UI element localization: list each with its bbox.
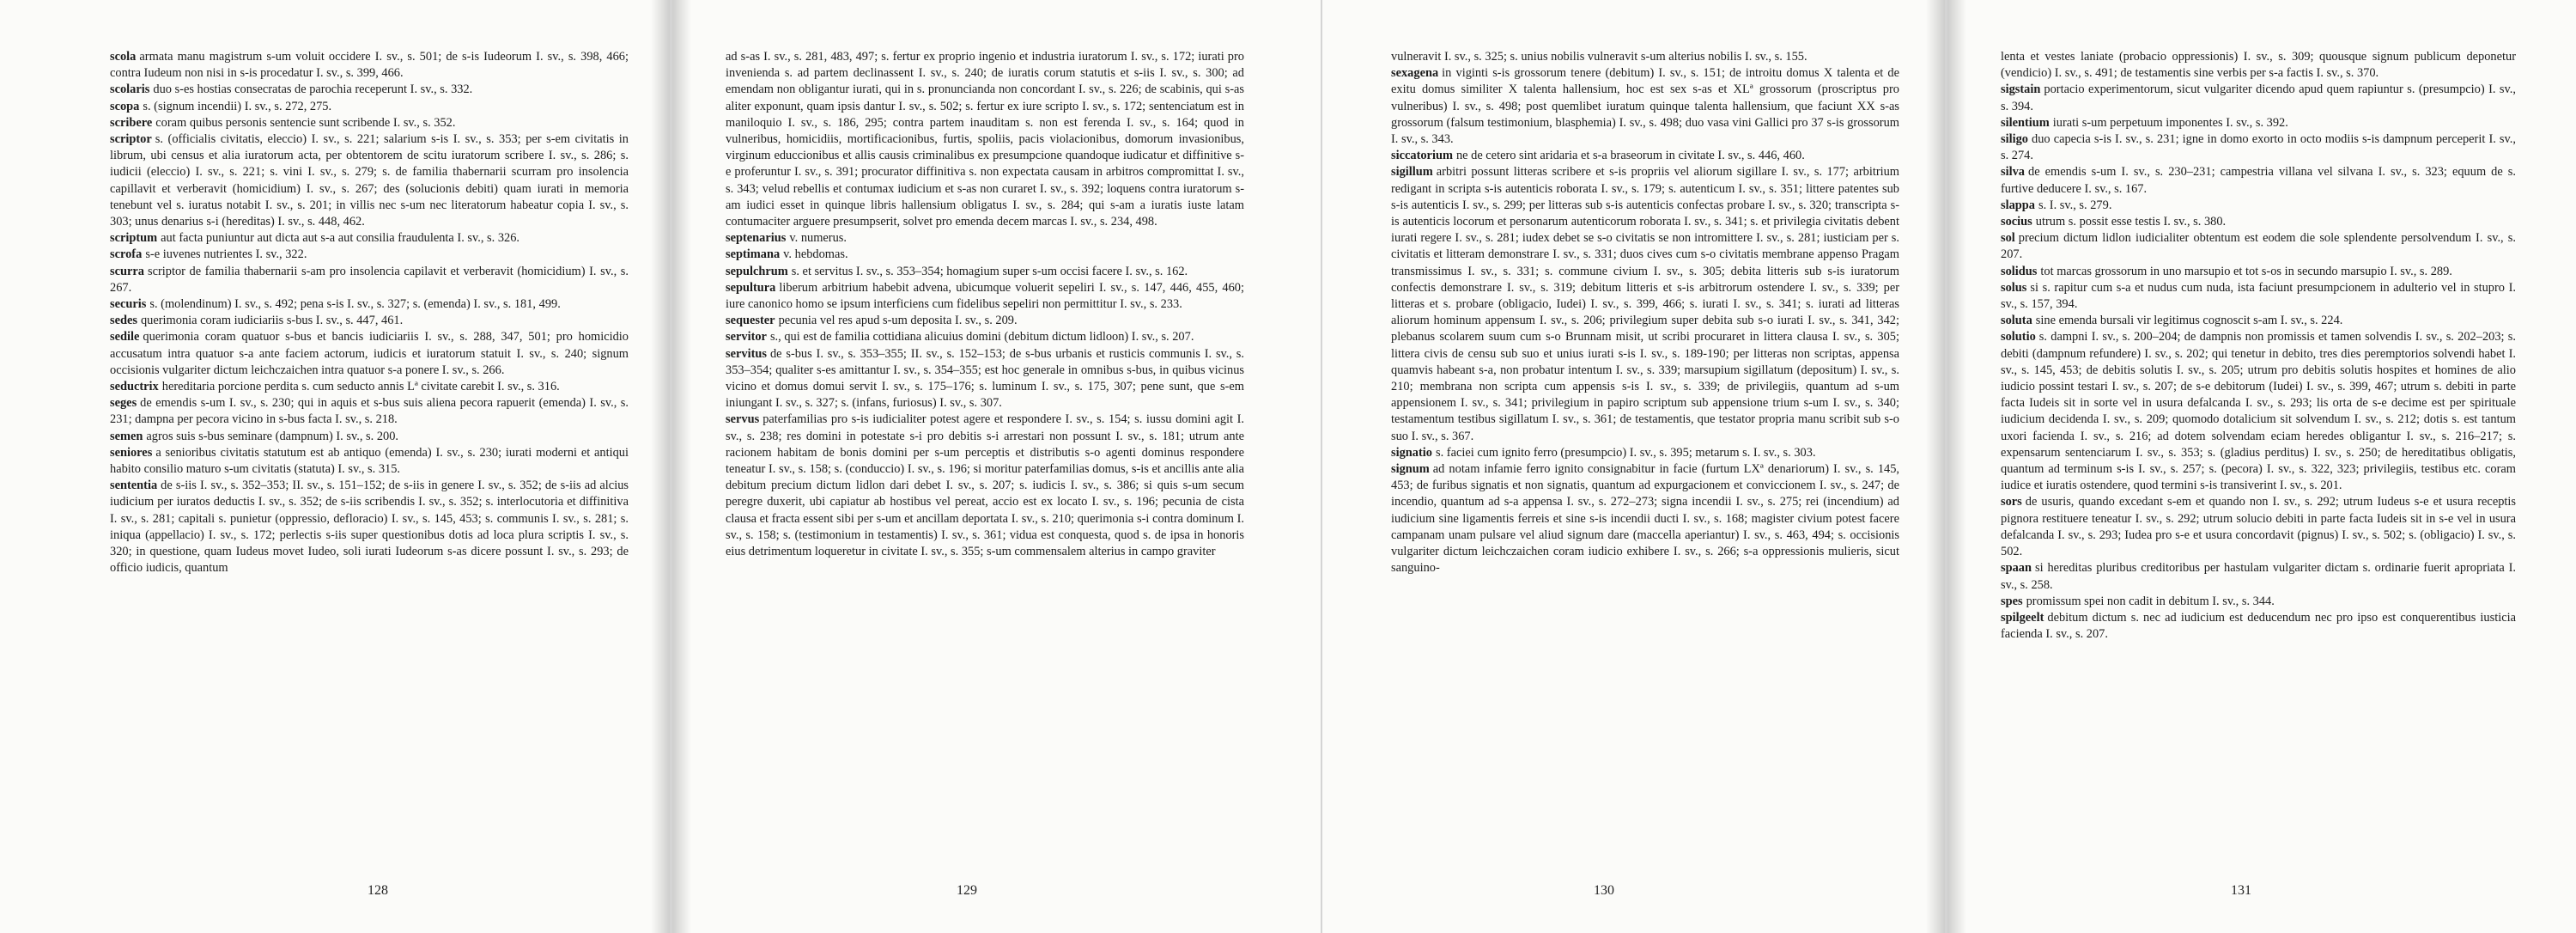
index-entry [110,247,629,263]
index-entry [726,49,1244,230]
gutter-shadow [1947,0,1966,933]
index-entry [110,264,629,296]
index-entry [110,99,629,115]
entry-text: lenta et vestes laniate (probacio oppressionis) I. sv., s. 309; quousque signum publicum deponetur (vendicio) I. sv., s. 491; de testamentis sine verbis per s-a factis I. sv., s. 370. [2001,50,2516,81]
entry-text: v. hebdomas. [783,247,848,262]
index-entry [2001,329,2516,494]
entry-headword: sigillum [1391,165,1433,180]
index-entry [2001,164,2516,197]
index-entry [110,230,629,247]
entry-text: s. (officialis civitatis, eleccio) I. sv., s. 221; salarium s-is I. sv., s. 353; per s-em civitatis in librum, ubi census et alia iuratorum acta, per obtentorem de scitu iuratorum scribere I. sv., s. 286; s. iudicii (eleccio) I. sv., s. 221; s. vini I. sv., s. 279; s. de familia thabernarii scurram pro insolencia capillavit et verberavit (homicidium) I. sv., s. 267; des (solucionis debiti) quam iurati in memoria tenebunt vel s. iuratus notabit I. sv., s. 201; in villis nec s-um nec literatorum habeatur copia I. sv., s. 303; unus denarius s-i (hereditas) I. sv., s. 448, 462. [110,132,629,229]
entry-headword: septimana [726,247,781,262]
entry-text: pecunia vel res apud s-um deposita I. sv., s. 209. [778,314,1018,328]
entry-text: hereditaria porcione perdita s. cum seducto annis Lª civitate carebit I. sv., s. 316. [161,380,560,394]
entry-headword: scriptor [110,132,152,147]
entry-text: s. faciei cum ignito ferro (presumpcio) I. sv., s. 395; metarum s. I. sv., s. 303. [1435,445,1816,460]
entry-headword: scolaris [110,82,150,97]
page-131 [1947,0,2576,933]
entry-text: paterfamilias pro s-is iudicialiter potest agere et respondere I. sv., s. 154; s. iussu domini agit I. sv., s. 238; res domini in potestate s-i pro debitis s-i arrestari non possunt I. sv., s. 181; utrum ante racionem habitam de bonis domini per s-um perceptis et distributis s-o agenti dominus respondere teneatur I. sv., s. 158; s. (conduccio) I. sv., s. 196; si moritur paterfamilias domus, s-is et ancillis ante alia debitum precium dictum lidlon dari debet I. sv., s. 207; s. iudicis I. sv., s. 386; si quis s-um secum peregre duxerit, ubi capiatur ab hostibus vel pereat, accio est ex locato I. sv., s. 196; pecunia de cista clausa et fracta essent sibi per s-um et ancillam deportata I. sv., s. 210; querimonia s-i contra dominum I. sv., s. 158; s. (testimonium in testamentis) I. sv., s. 361; vidua est conquesta, quod s. de ipsa in honoris eius detrimentum loqueretur in civitate I. sv., s. 355; s-um commensalem alterius in campo graviter [726,412,1244,559]
entry-headword: spes [2001,594,2023,608]
entry-headword: sigstain [2001,82,2041,97]
index-entry [2001,313,2516,329]
page-number: 130 [1594,883,1614,898]
gutter-shadow [651,0,670,933]
entry-headword: sepultura [726,280,776,295]
entry-text: querimonia coram iudiciariis s-bus I. sv., s. 447, 461. [140,314,404,328]
entry-headword: scribere [110,115,153,130]
entry-text: arbitri possunt litteras scribere et s-is propriis vel aliorum sigillare I. sv., s. 177; arbitrium redigant in scripta s-is autenticis roborata I. sv., s. 179; s. autenticum I. sv., s. 351; littere patentes sub s-is autenticis I. sv., s. 299; per litteras sub s-is autenticis confectas probare I. sv., s. 320; transcripta s-is autenticis locorum et personarum autenticorum roborata I. sv., s. 341; s. et privilegia civitatis debent iurati regere I. sv., s. 281; iudex debet se s-o civitatis se non intromittere I. sv., s. 281; iusticiam per s. civitatis et litteram demonstrare I. sv., s. 331; duos cives cum s-o civitatis membrane appenso Pragam transmissimus I. sv., s. 331; s. commune civium I. sv., s. 305; debita litteris sub s-is iuratorum confectis demonstrare I. sv., s. 319; debitum litteris et s-is arbitrorum ostendere I. sv., s. 339; per litteras et s. probare (obligacio, Iudei) I. sv., s. 399, 466; s. iurati I. sv., s. 341; s. iurati ad litteras aliorum hominum appensum I. sv., s. 206; privilegium super debita sub s-o iurati I. sv., s. 341, 342; plebanus scolarem suum cum s-o Brunnam misit, ut scribi procuraret in littera clausa I. sv., s. 305; littera civis de censu sub suo et unius iurati s-is I. sv., s. 189-190; per litteras non scriptas, appensa quamvis habeant s-a, non probatur intentum I. sv., s. 339; marsupium sigillatum (depositum) I. sv., s. 210; membrana non scripta cum appensis s-is I. sv., s. 339; de privilegiis, quantum ad s-um appensionem I. sv., s. 341; privilegium in papiro scriptum sub appensione trium s-um I. sv., s. 340; testamentum testibus sigillatum I. sv., s. 361; de testamentis, que testator propria manu scribit sub s-o suo I. sv., s. 367. [1391,165,1899,443]
page-number: 129 [957,883,977,898]
entry-text: in viginti s-is grossorum tenere (debitum) I. sv., s. 151; de introitu domus X talenta et de exitu domus similiter X talenta hallensium, hoc est sex s-as et XLª grossorum (proscriptus pro vulneribus) I. sv., s. 498; post quemlibet iuratum quinque talenta hallensium, que faciunt XX s-as grossorum (falsum testimonium, blasphemia) I. sv., s. 498; duo vasa vini Gallici pro 37 s-is grossorum I. sv., s. 343. [1391,66,1899,147]
entry-headword: sedile [110,330,140,345]
index-entry [726,412,1244,560]
page-number: 128 [368,883,388,898]
index-entry [110,329,629,379]
entry-headword: spilgeelt [2001,610,2044,625]
entry-headword: sequester [726,314,775,328]
entry-headword: servitor [726,330,767,345]
entry-text: s. et servitus I. sv., s. 353–354; homagium super s-um occisi facere I. sv., s. 162. [791,264,1188,278]
index-entry [110,445,629,478]
index-entry [1391,445,1899,461]
index-entry [2001,115,2516,131]
index-entry [110,82,629,98]
entry-text: si hereditas pluribus creditoribus per hastulam vulgariter dictam s. ordinarie fuerit apropriata I. sv., s. 258. [2001,561,2516,592]
entry-headword: signatio [1391,445,1432,460]
page-text [726,49,1244,560]
entry-text: coram quibus personis sentencie sunt scribende I. sv., s. 352. [155,115,456,130]
entry-headword: sententia [110,479,158,493]
entry-headword: scola [110,50,137,64]
entry-headword: solutio [2001,330,2036,345]
index-entry [2001,494,2516,560]
entry-headword: sors [2001,495,2022,509]
entry-text: utrum s. possit esse testis I. sv., s. 380. [2035,215,2227,229]
gutter-shadow [1926,0,1945,933]
entry-text: v. numerus. [789,231,847,246]
entry-text: a senioribus civitatis statutum est ab antiquo (emenda) I. sv., s. 230; iurati moderni et antiqui habito consilio maturo s-um civitatis (statuta) I. sv., s. 315. [110,445,629,477]
entry-headword: scurra [110,264,144,278]
index-entry [110,296,629,313]
entry-text: de s-iis I. sv., s. 352–353; II. sv., s. 151–152; de s-iis in genere I. sv., s. 352; de s-iis ad alcius iudicium per iuratos deductis I. sv., s. 352; de s-iis scribendis I. sv., s. 352; s. interlocutoria et diffinitiva I. sv., s. 281; capitali s. punietur (oppressio, defloracio) I. sv., s. 145, 453; s. communis I. sv., s. 281; s. iniqua (appellacio) I. sv., s. 172; perlectis s-iis super questionibus dotis ad loca plura scriptis I. sv., s. 320; in questione, quam Iudeus movet Iudeo, soli iurati Iudeorum s-as dicere possunt I. sv., s. 293; de officio iudicis, quantum [110,479,629,576]
entry-headword: seductrix [110,380,159,394]
entry-text: tot marcas grossorum in uno marsupio et tot s-os in secundo marsupio I. sv., s. 289. [2040,264,2452,278]
entry-text: ne de cetero sint aridaria et s-a braseorum in civitate I. sv., s. 446, 460. [1455,149,1805,163]
index-entry [726,247,1244,263]
entry-headword: solus [2001,280,2027,295]
entry-text: s-e iuvenes nutrientes I. sv., 322. [145,247,307,262]
index-entry [2001,230,2516,263]
entry-headword: servitus [726,346,767,361]
entry-headword: septenarius [726,231,787,246]
entry-text: ad s-as I. sv., s. 281, 483, 497; s. fertur ex proprio ingenio et industria iuratorum I. sv., s. 172; iurati pro invenienda s. ad partem declinassent I. sv., s. 240; de iuratis corum statutis et s-iis I. sv., s. 300; ad emendam non obligantur iurati, qui in s. pronunciandа non concordant I. sv., s. 226; de scabinis, qui s-as aliter exponunt, quam ipsis dantur I. sv., s. 502; s. fertur ex iure scripto I. sv., s. 172; sentenciatum est in maniloquio I. sv., s. 186, 295; contra partem inauditam s. non est ferenda I. sv., s. 164; quod in vulneribus, homicidiis, mortificacionibus, furtis, spoliis, pacis violacionibus, domorum invasionibus, virginum educcionibus et allis causis criminalibus ex presumpcione quandoque iudicatur et diffinitive s-e proferuntur I. sv., s. 391; procurator diffinitiva s. non expectata causam in arbitros compromittat I. sv., s. 343; velud rebellis et contumax iudicium et s-as non curaret I. sv., s. 392; loquens contra iuratorum s-am iudici esset in quinque libris hallensium obligatus I. sv., s. 284; qui s-am a iuratis iuste latam contumaciter arguere presumpserit, solvet pro emenda decem marcas I. sv., s. 234, 498. [726,50,1244,229]
index-entry [2001,594,2516,610]
entry-headword: spaan [2001,561,2032,576]
entry-headword: siccatorium [1391,149,1453,163]
entry-text: agros suis s-bus seminare (dampnum) I. sv., s. 200. [146,429,399,443]
entry-headword: soluta [2001,314,2032,328]
entry-headword: signum [1391,462,1430,477]
index-entry [726,264,1244,280]
entry-headword: servus [726,412,760,427]
entry-headword: silentium [2001,115,2050,130]
entry-text: s. dampni I. sv., s. 200–204; de dampnis non promissis et tamen solvendis I. sv., s. 202–203; s. debiti (dampnum refundere) I. sv., s. 202; qui tenetur in debito, tres dies peremptorios solvendi habet I. sv., s. 145, 453; de debitis solutis I. sv., s. 205; utrum pro debitis solutis hospites et homines de alio iudicio possint testari I. sv., s. 207; de s-e debitorum (Iudei) I. sv., s. 399, 467; utrum s. debiti in parte facta Iudeis sit in sorte vel in usura defalcanda I. sv., s. 293; lis orta de s-e decime est per spirituale iudicium decidenda I. sv., s. 209; quomodo dotalicium sit solvendum I. sv., s. 212; dotis s. est tantum uxori facienda I. sv., s. 216; ad dotem solvendam eciam heredes obligantur I. sv., s. 216–217; s. expensarum sentenciarum I. sv., s. 353; s. (gladius perditus) I. sv., s. 250; de hereditatibus obligatis, quantum ad terminum s-is I. sv., s. 257; s. (pecora) I. sv., s. 322, 323; privilegiis, testibus etc. coram iudice et iuratis ostendere, quod termini s-is transiverint I. sv., s. 201. [2001,330,2516,493]
index-entry [726,329,1244,345]
entry-text: promissum spei non cadit in debitum I. sv., s. 344. [2026,594,2275,608]
page-text [1391,49,1899,577]
entry-text: portacio experimentorum, sicut vulgariter dicendo apud quem rapiuntur s. (presumpcio) I. sv., s. 394. [2001,82,2516,113]
index-entry [2001,264,2516,280]
entry-headword: solidus [2001,264,2038,278]
index-entry [726,230,1244,247]
entry-text: vulneravit I. sv., s. 325; s. unius nobilis vulneravit s-um alterius nobilis I. sv., s. 155. [1391,50,1807,64]
index-entry [2001,610,2516,643]
entry-headword: sedes [110,314,137,328]
page-129 [672,0,1321,933]
index-entry [1391,65,1899,148]
entry-text: duo s-es hostias consecratas de parochia receperunt I. sv., s. 332. [153,82,473,97]
page-text [2001,49,2516,643]
entry-text: duo capecia s-is I. sv., s. 231; igne in domo exorto in octo modiis s-is dampnum perceperit I. sv., s. 274. [2001,132,2516,163]
index-entry [1391,148,1899,164]
index-entry [2001,131,2516,164]
entry-headword: seniores [110,445,153,460]
entry-text: de s-bus I. sv., s. 353–355; II. sv., s. 152–153; de s-bus urbanis et rusticis communis I. sv., s. 353–354; qualiter s-es amittantur I. sv., s. 354–355; est hoc generale in omnibus s-bus, in quibus vicinus vicino et domus domui servit I. sv., s. 175–176; s. luminum I. sv., s. 175, 307; pene sunt, que s-em iniungant I. sv., s. 327; s. (infans, furiosus) I. sv., s. 307. [726,346,1244,411]
index-entry [110,379,629,395]
entry-headword: scriptum [110,231,158,246]
entry-text: querimonia coram quatuor s-bus et bancis iudiciariis I. sv., s. 288, 347, 501; pro homicidio accusatum intra quatuor s-a ante faciem actorum, iudicis et iuratorum statuit I. sv., s. 240; signum occisionis vulgariter dictum leichczaichen intra quatuor s-a ponere I. sv., s. 266. [110,330,629,377]
entry-text: precium dictum lidlon iudicialiter obtentum est eodem die sole splendente persolvendum I. sv., s. 207. [2001,231,2516,262]
entry-text: de usuris, quando excedant s-em et quando non I. sv., s. 292; utrum Iudeus s-e et usura receptis pignora restituere teneatur I. sv., s. 292; utrum solucio debiti in parte facta Iudeis sit in s-e vel in usura defalcanda I. sv., s. 293; Iudea pro s-e et usura concordavit (pignus) I. sv., s. 502; s. (obligacio) I. sv., s. 502. [2001,495,2516,559]
index-entry [2001,280,2516,313]
entry-text: s., qui est de familia cottidiana alicuius domini (debitum dictum lidloon) I. sv., s. 207. [769,330,1194,345]
entry-headword: semen [110,429,143,443]
index-entry [2001,49,2516,82]
entry-text: liberum arbitrium habebit advena, ubicumque voluerit sepeliri I. sv., s. 147, 446, 455, 460; iure canonico homo se ipsum interficiens cum fidelibus sepeliri non permittitur I. sv., s. 233. [726,280,1244,312]
index-entry [2001,198,2516,214]
entry-headword: seges [110,396,137,411]
index-entry [1391,461,1899,576]
entry-text: scriptor de familia thabernarii s-am pro insolencia capilavit et verberavit (homicidium) I. sv., s. 267. [110,264,629,295]
page-128 [0,0,670,933]
entry-headword: slappa [2001,198,2035,212]
index-entry [110,313,629,329]
gutter-shadow [672,0,691,933]
entry-text: ad notam infamie ferro ignito consignabitur in facie (furtum LXª denariorum) I. sv., s. 145, 453; de furibus signatis et non signatis, quantum ad expurgacionem et conviccionem I. sv., s. 247; de incendio, quantum ad s-a appensa I. sv., s. 272–273; signa incendii I. sv., s. 275; rei (incendium) ad iudicium sine ligamentis ferreis et sine s-is incendii ducti I. sv., s. 168; magister civium potest facere campanam unam pulsare vel aliud signum dare (maccella aperiantur) I. sv., s. 463, 494; s. occisionis vulgariter dictum leichczaichen coram iudicio exhibere I. sv., s. 266; s-a oppressionis mulieris, sicut sanguino- [1391,462,1899,576]
entry-headword: siligo [2001,132,2028,147]
entry-headword: sepulchrum [726,264,788,278]
entry-headword: scrofa [110,247,143,262]
index-entry [726,346,1244,412]
entry-headword: securis [110,297,147,312]
index-entry [110,429,629,445]
entry-text: de emendis s-um I. sv., s. 230–231; campestria villana vel silvana I. sv., s. 323; equum de s. furtive deducere I. sv., s. 167. [2001,165,2516,196]
index-entry [2001,560,2516,593]
index-entry [726,280,1244,313]
entry-text: sine emenda bursali vir legitimus cognoscit s-am I. sv., s. 224. [2035,314,2343,328]
entry-text: de emendis s-um I. sv., s. 230; qui in aquis et s-bus suis aliena pecora rapuerit (emenda) I. sv., s. 231; dampna per pecora vicino in s-bus facta I. sv., s. 218. [110,396,629,427]
entry-headword: socius [2001,215,2032,229]
index-entry [110,115,629,131]
entry-text: s. I. sv., s. 279. [2038,198,2112,212]
index-entry [2001,214,2516,230]
index-entry [110,395,629,428]
index-entry [726,313,1244,329]
entry-text: iurati s-um perpetuum imponentes I. sv., s. 392. [2052,115,2288,130]
index-entry [110,131,629,230]
index-entry [110,49,629,82]
entry-text: armata manu magistrum s-um voluit occidere I. sv., s. 501; de s-is Iudeorum I. sv., s. 398, 466; contra Iudeum non nisi in s-is procedatur I. sv., s. 399, 466. [110,50,629,81]
index-entry [1391,164,1899,444]
entry-text: si s. rapitur cum s-a et nudus cum nuda, ista faciunt presumpcionem in adulterio vel in stupro I. sv., s. 157, 394. [2001,280,2516,312]
entry-headword: sexagena [1391,66,1439,81]
index-entry [110,478,629,576]
entry-text: s. (signum incendii) I. sv., s. 272, 275. [143,99,332,113]
page-number: 131 [2231,883,2251,898]
entry-text: debitum dictum s. nec ad iudicium est deducendum nec pro ipso est conquerentibus iusticia facienda I. sv., s. 207. [2001,610,2516,642]
index-entry [1391,49,1899,65]
index-entry [2001,82,2516,114]
entry-headword: sol [2001,231,2015,246]
page-130 [1322,0,1945,933]
entry-headword: silva [2001,165,2025,180]
page-text [110,49,629,577]
entry-text: s. (molendinum) I. sv., s. 492; pena s-is I. sv., s. 327; s. (emenda) I. sv., s. 181, 499. [149,297,561,312]
entry-headword: scopa [110,99,140,113]
entry-text: aut facta puniuntur aut dicta aut s-a aut consilia fraudulenta I. sv., s. 326. [161,231,520,246]
